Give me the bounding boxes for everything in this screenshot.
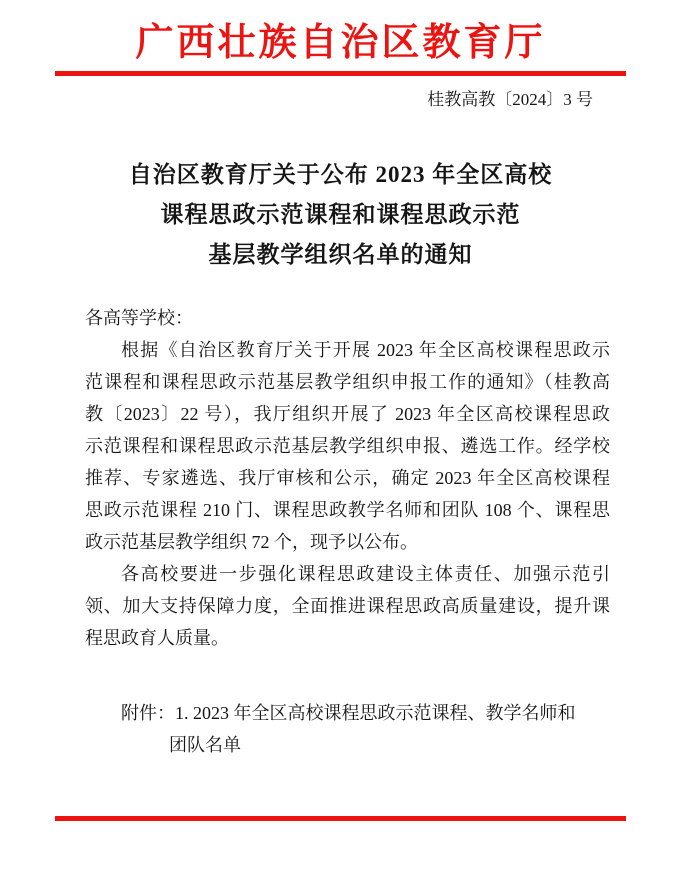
notice-body [85,302,610,761]
notice-title [0,155,681,275]
text-line: 自治区教育厅关于公布 2023 年全区高校 [128,161,553,187]
footer-divider-rule [55,816,626,821]
text-line: 基层教学组织名单的通知 [208,241,473,267]
text-line: 政示范基层教学组织 72 个，现予以公布。 [85,531,418,552]
salutation: 各高等学校： [85,307,193,328]
text-line: 教〔2023〕22 号），我厅组织开展了 2023 年全区高校课程思政 [85,403,610,424]
text-line: 示范课程和课程思政示范基层教学组织申报、遴选工作。经学校 [85,435,610,456]
text-line: 思政示范课程 210 门、课程思政教学名师和团队 108 个、课程思 [85,499,610,520]
text-line: 课程思政示范课程和课程思政示范 [160,201,521,227]
paragraph-requirements [85,558,610,654]
text-line: 程思政育人质量。 [85,627,229,648]
text-line: 各高校要进一步强化课程思政建设主体责任、加强示范引 [121,563,610,584]
text-line: 领、加大支持保障力度，全面推进课程思政高质量建设，提升课 [85,595,610,616]
text-line: 团队名单 [169,734,241,755]
doc-number: 桂教高教〔2024〕3 号 [427,89,593,109]
agency-name: 广西壮族自治区教育厅 [135,22,546,64]
paragraph-basis [85,334,610,558]
text-line: 根据《自治区教育厅关于开展 2023 年全区高校课程思政示 [121,339,610,360]
text-line: 附件：1. 2023 年全区高校课程思政示范课程、教学名师和 [121,702,576,723]
header-divider-rule [55,71,626,76]
text-line: 推荐、专家遴选、我厅审核和公示，确定 2023 年全区高校课程 [85,467,610,488]
text-line: 范课程和课程思政示范基层教学组织申报工作的通知》（桂教高 [85,371,610,392]
attachment-list [85,697,610,761]
